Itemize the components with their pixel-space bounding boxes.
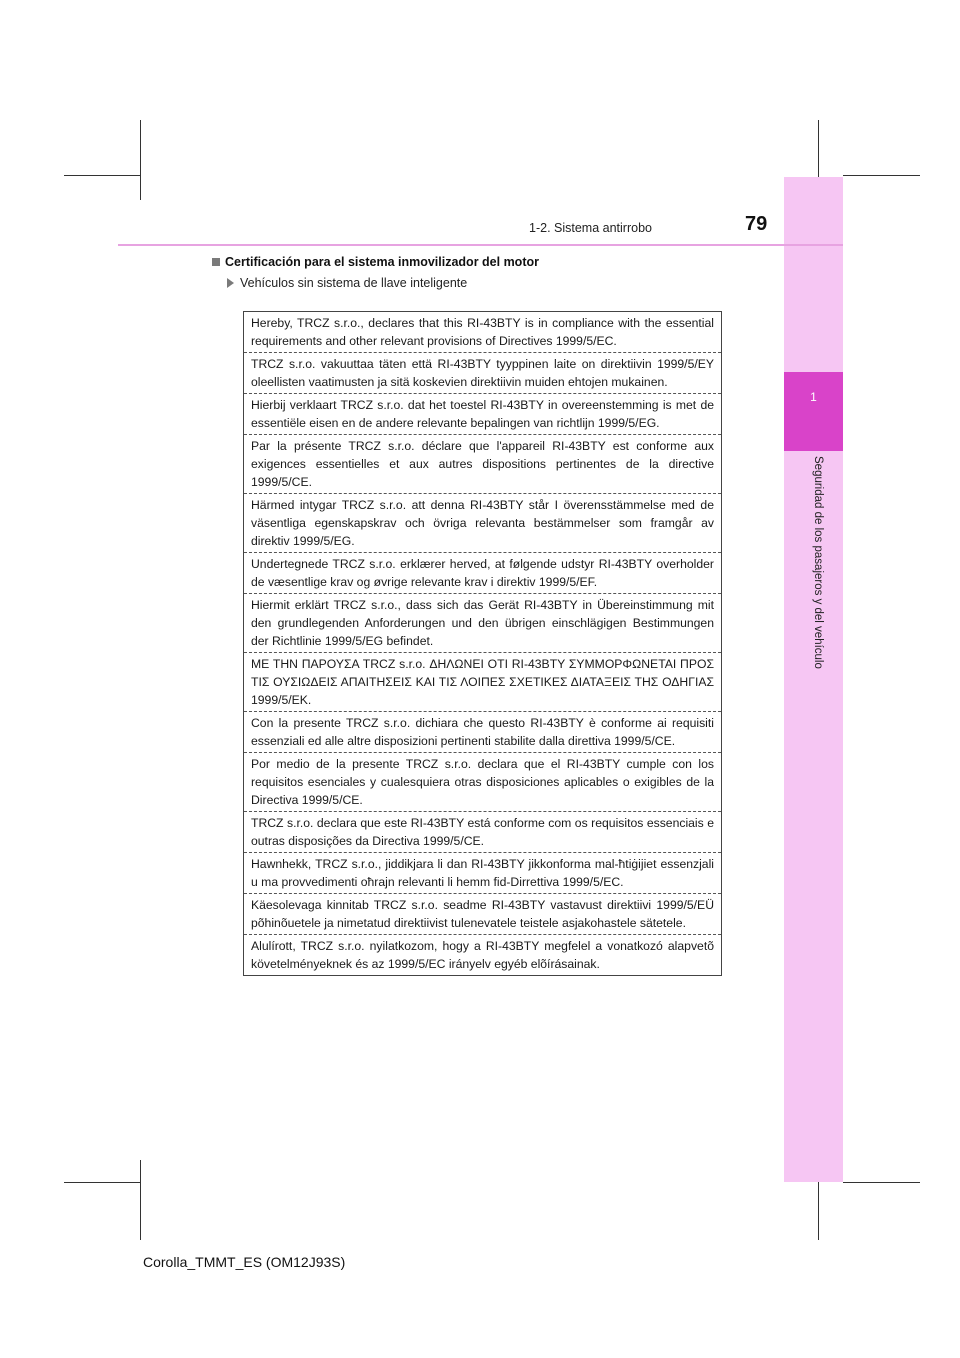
crop-mark [843, 1182, 920, 1183]
declaration-block: Hierbij verklaart TRCZ s.r.o. dat het toestel RI-43BTY in overeenstemming is met de essentiële eisen en de andere relevante bepalingen van richtlijn 1999/5/EG. [244, 394, 721, 435]
declaration-block: Par la présente TRCZ s.r.o. déclare que l'appareil RI-43BTY est conforme aux exigences essentielles et aux autres dispositions pertinentes de la directive 1999/5/CE. [244, 435, 721, 494]
declaration-block: Härmed intygar TRCZ s.r.o. att denna RI-43BTY står I överensstämmelse med de väsentliga egenskapskrav och övriga relevanta bestämmelser som framgår av direktiv 1999/5/EG. [244, 494, 721, 553]
section-heading [212, 255, 539, 269]
crop-mark [140, 1160, 141, 1240]
subsection-heading [227, 276, 467, 290]
header-divider [118, 244, 843, 246]
declaration-block: Por medio de la presente TRCZ s.r.o. declara que el RI-43BTY cumple con los requisitos esenciales y cualesquiera otras disposiciones aplicables o exigibles de la Directiva 1999/5/CE. [244, 753, 721, 812]
declaration-block: Hawnhekk, TRCZ s.r.o., jiddikjara li dan RI-43BTY jikkonforma mal-ħtiġijiet essenzjali u ma provvedimenti oħrajn relevanti li hemm fid-Dirrettiva 1999/5/EC. [244, 853, 721, 894]
declaration-block: TRCZ s.r.o. declara que este RI-43BTY está conforme com os requisitos essenciais e outras disposições da Directiva 1999/5/CE. [244, 812, 721, 853]
declaration-block: Käesolevaga kinnitab TRCZ s.r.o. seadme RI-43BTY vastavust direktiivi 1999/5/EÜ põhinõuetele ja nimetatud direktiivist tulenevatele teistele asjakohastele sätetele. [244, 894, 721, 935]
chapter-number: 1 [810, 390, 817, 404]
crop-mark [64, 175, 141, 176]
declarations-box [243, 311, 722, 976]
declaration-block: Con la presente TRCZ s.r.o. dichiara che questo RI-43BTY è conforme ai requisiti essenziali ed alle altre disposizioni pertinenti stabilite dalla direttiva 1999/5/CE. [244, 712, 721, 753]
footer-document-id: Corolla_TMMT_ES (OM12J93S) [143, 1254, 346, 1270]
crop-mark [140, 120, 141, 200]
declaration-block: Undertegnede TRCZ s.r.o. erklærer herved, at følgende udstyr RI-43BTY overholder de væsentlige krav og øvrige relevante krav i direktiv 1999/5/EF. [244, 553, 721, 594]
declaration-block: ΜΕ ΤΗΝ ΠΑΡΟΥΣΑ TRCZ s.r.o. ΔΗΛΩΝΕΙ ΟΤΙ RI-43BTY ΣΥΜΜΟΡΦΩΝΕΤΑΙ ΠΡΟΣ ΤΙΣ ΟΥΣΙΩΔΕΙΣ ΑΠΑΙΤΗΣΕΙΣ ΚΑΙ ΤΙΣ ΛΟΙΠΕΣ ΣΧΕΤΙΚΕΣ ΔΙΑΤΑΞΕΙΣ ΤΗΣ ΟΔΗΓΙΑΣ 1999/5/ΕΚ. [244, 653, 721, 712]
chapter-title: Seguridad de los pasajeros y del vehículo [812, 456, 824, 669]
square-bullet-icon [212, 258, 220, 266]
declaration-block: TRCZ s.r.o. vakuuttaa täten että RI-43BTY tyyppinen laite on direktiivin 1999/5/EY oleellisten vaatimusten ja sitä koskevien direktiivin muiden ehtojen mukainen. [244, 353, 721, 394]
page-number: 79 [745, 213, 768, 235]
declaration-block: Alulírott, TRCZ s.r.o. nyilatkozom, hogy a RI-43BTY megfelel a vonatkozó alapvetõ követelményeknek és az 1999/5/EC irányelv egyéb elõírásainak. [251, 939, 714, 971]
crop-mark [64, 1182, 141, 1183]
declaration-block: Hereby, TRCZ s.r.o., declares that this RI-43BTY is in compliance with the essential requirements and other relevant provisions of Directives 1999/5/EC. [244, 312, 721, 353]
subheading-text: Vehículos sin sistema de llave inteligente [240, 276, 468, 290]
triangle-bullet-icon [227, 278, 234, 288]
chapter-number-box [784, 372, 843, 451]
heading-text: Certificación para el sistema inmovilizador del motor [225, 255, 539, 269]
declaration-block: Hiermit erklärt TRCZ s.r.o., dass sich das Gerät RI-43BTY in Übereinstimmung mit den grundlegenden Anforderungen und den übrigen einschlägigen Bestimmungen der Richtlinie 1999/5/EG befindet. [244, 594, 721, 653]
crop-mark [843, 175, 920, 176]
section-title: 1-2. Sistema antirrobo [529, 221, 652, 235]
